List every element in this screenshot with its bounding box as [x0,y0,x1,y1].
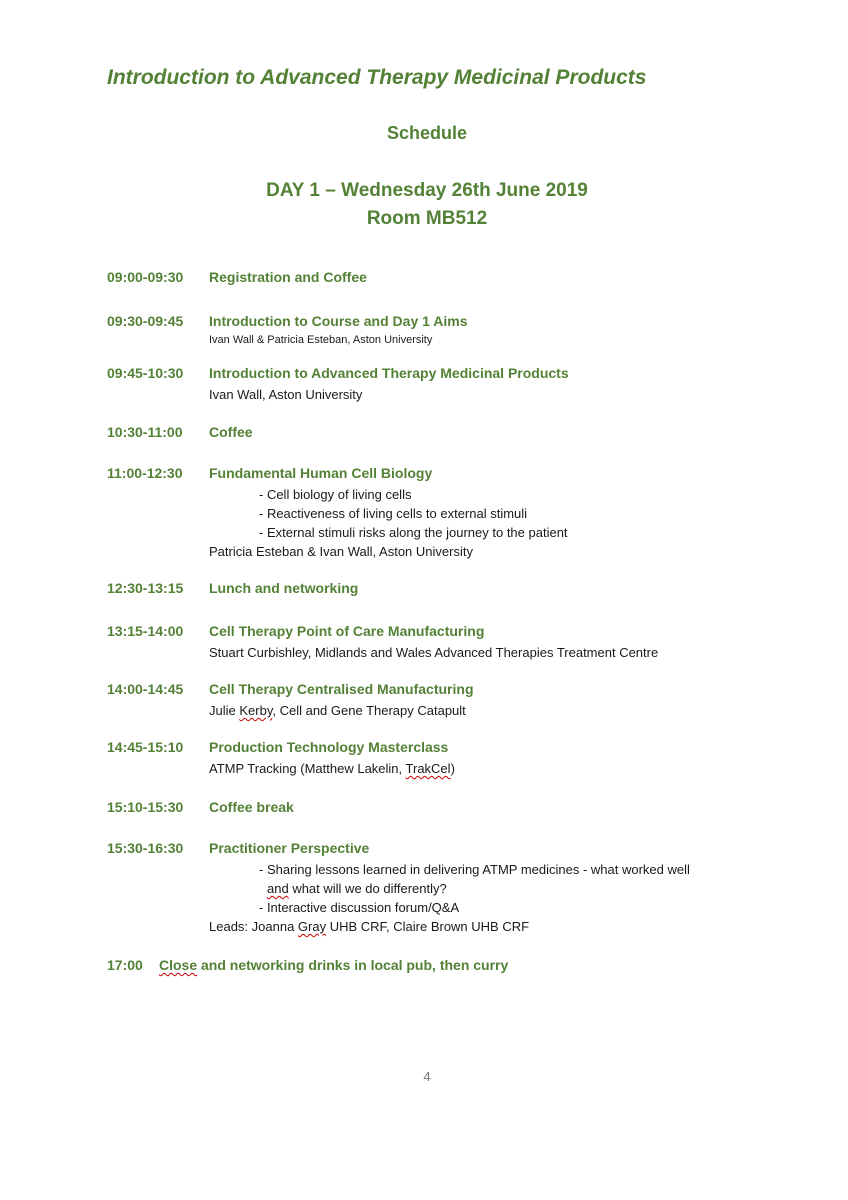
entry-bullet: - Interactive discussion forum/Q&A [259,900,460,915]
schedule-heading: Schedule [386,123,468,143]
entry-title: Registration and Coffee [209,269,367,285]
schedule-entry [107,799,787,819]
entry-bullet: - Reactiveness of living cells to external stimuli [259,506,528,521]
entry-time: 14:00-14:45 [107,681,184,697]
closing-entry [107,957,508,973]
entry-time: 09:45-10:30 [107,365,184,381]
day-heading: DAY 1 – Wednesday 26th June 2019 [266,180,588,201]
entry-speaker: ATMP Tracking (Matthew Lakelin, TrakCel) [209,761,455,776]
entry-time: 15:10-15:30 [107,799,184,815]
schedule-entry [107,681,787,720]
entry-speaker: Ivan Wall, Aston University [209,387,363,402]
entry-bullet: - Sharing lessons learned in delivering ATMP medicines - what worked well [259,862,690,877]
entry-title: Cell Therapy Point of Care Manufacturing [209,623,485,639]
entry-title: Introduction to Course and Day 1 Aims [209,313,468,329]
entry-bullet: - Cell biology of living cells [259,487,412,502]
schedule-entry [107,465,787,561]
entry-time: 17:00 [107,957,143,973]
entry-speaker: Stuart Curbishley, Midlands and Wales Advanced Therapies Treatment Centre [209,645,659,660]
schedule-entry [107,365,787,404]
schedule-entry [107,840,787,936]
entry-title: Coffee break [209,799,294,815]
closing-word: Close [159,957,198,973]
schedule-entry [107,269,787,289]
entry-speaker: Julie Kerby, Cell and Gene Therapy Catapult [209,703,466,718]
entry-speaker: Ivan Wall & Patricia Esteban, Aston University [209,334,433,346]
entry-time: 15:30-16:30 [107,840,184,856]
schedule-entry [107,739,787,778]
entry-time: 09:30-09:45 [107,313,184,329]
schedule-entry [107,424,787,444]
entry-title: Lunch and networking [209,580,359,596]
entry-time: 09:00-09:30 [107,269,184,285]
closing-text: and networking drinks in local pub, then curry [197,957,509,973]
schedule-entry [107,623,787,662]
entry-bullet: - External stimuli risks along the journey to the patient [259,525,568,540]
entry-time: 13:15-14:00 [107,623,184,639]
entry-time: 10:30-11:00 [107,424,183,440]
schedule-entry [107,313,787,349]
entry-title: Practitioner Perspective [209,840,370,856]
document-title: Introduction to Advanced Therapy Medicinal Products [107,66,647,89]
page-number: 4 [423,1069,431,1084]
entry-speaker: Patricia Esteban & Ivan Wall, Aston University [209,544,473,559]
entry-bullet-continued: and what will we do differently? [267,881,447,896]
entry-time: 12:30-13:15 [107,580,184,596]
entry-title: Introduction to Advanced Therapy Medicinal Products [209,365,569,381]
schedule-entry [107,580,787,600]
entry-title: Cell Therapy Centralised Manufacturing [209,681,474,697]
entry-title: Production Technology Masterclass [209,739,449,755]
entry-time: 14:45-15:10 [107,739,184,755]
entry-title: Coffee [209,424,253,440]
entry-speaker: Leads: Joanna Gray UHB CRF, Claire Brown UHB CRF [209,919,530,934]
room-heading: Room MB512 [366,208,488,229]
entry-title: Fundamental Human Cell Biology [209,465,433,481]
entry-time: 11:00-12:30 [107,465,183,481]
